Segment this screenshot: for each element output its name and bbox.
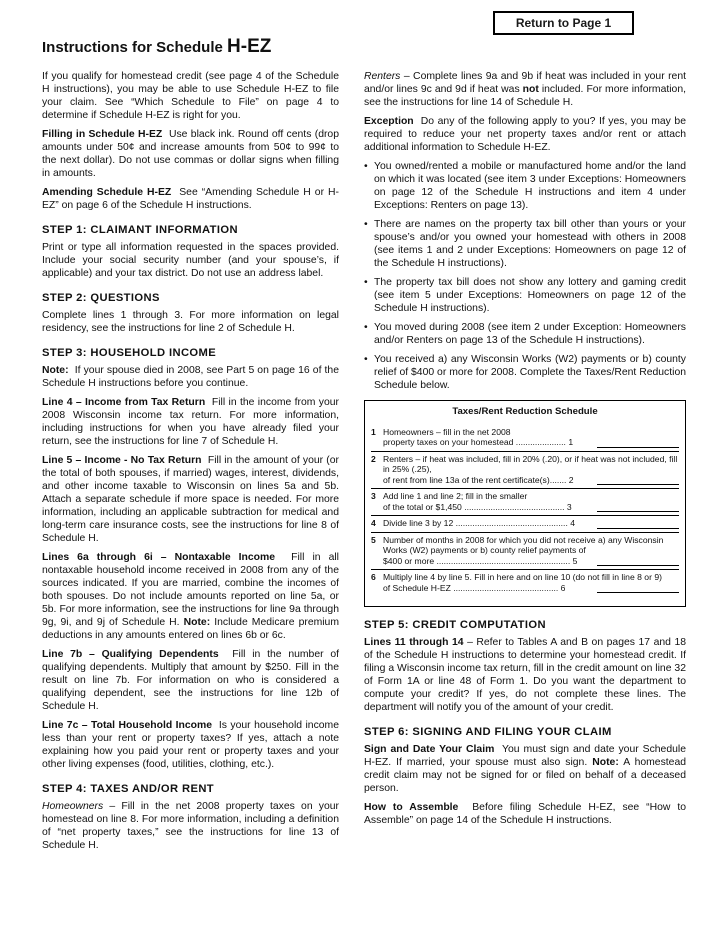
step3-heading: STEP 3: HOUSEHOLD INCOME <box>42 347 217 359</box>
line-4-entry-field[interactable] <box>597 519 679 529</box>
right-column <box>364 70 686 833</box>
list-item: • You received a) any Wisconsin Works (W2) payments or b) county relief of $400 or more for 2008. Complete the Taxes/Rent Reduction Schedule below. <box>364 353 686 392</box>
assemble-paragraph: How to Assemble Before filing Schedule H-EZ, see “How to Assemble” on page 14 of the Schedule H instructions. <box>364 802 686 826</box>
return-button-label: Return to Page 1 <box>515 16 612 30</box>
schedule-line: 2 Renters – if heat was included, fill in 20% (.20), or if heat was not included, fill in 25% (.25), of rent from line 13a of the rent certificate(s)....... 2 <box>371 452 679 490</box>
return-to-page-1-button[interactable] <box>497 15 630 31</box>
list-item: • You moved during 2008 (see item 2 under Exception: Homeowners and/or Renters on page 13 of the Schedule H instructions). <box>364 321 686 347</box>
schedule-line: 3 Add line 1 and line 2; fill in the smaller of the total or $1,450 .......................................... 3 <box>371 489 679 516</box>
line4-paragraph: Line 4 – Income from Tax Return Fill in the income from your 2008 Wisconsin income tax return. For more information, including instructions for when you have already filed your return, see the instructions for line 7 of Schedule H. <box>42 397 340 447</box>
line5-paragraph: Line 5 – Income - No Tax Return Fill in the amount of your (or the total of both spouses, if married) wages, interest, dividends, and other income taxable to Wisconsin on lines 5a and 5b. Attach a separate schedule if more space is needed. For more information, including an applicable subtraction for medical and long-term care insurance costs, see the instructions for line 8 of Schedule H. <box>42 455 339 544</box>
line-2-entry-field[interactable] <box>597 475 679 485</box>
line-1-entry-field[interactable] <box>597 438 679 448</box>
list-item: • There are names on the property tax bill other than yours or your spouse’s and/or you owned your homestead with others in 2008 (see items 1 and 2 under Exceptions: Homeowners on page 12 of the Schedule H instructions). <box>364 218 686 270</box>
line-3-entry-field[interactable] <box>597 502 679 512</box>
homeowners-paragraph: Homeowners – Fill in the net 2008 property taxes on your homestead on line 8. For more information, including a definition of “net property taxes,” see the instructions for line 13 of Schedule H. <box>42 801 339 851</box>
step1-heading: STEP 1: CLAIMANT INFORMATION <box>42 224 238 236</box>
intro-paragraph: If you qualify for homestead credit (see page 4 of the Schedule H instructions), you may be able to use Schedule H-EZ to file your claim. See “Which Schedule to File” on page 4 to determine if Schedule H-EZ is right for you. <box>42 71 339 121</box>
line-6-entry-field[interactable] <box>597 583 679 593</box>
amending-paragraph: Amending Schedule H-EZ See “Amending Schedule H or H-EZ” on page 6 of the Schedule H instructions. <box>42 187 339 211</box>
list-item: • The property tax bill does not show any lottery and gaming credit (see item 5 under Exceptions: Homeowners on page 12 of the Schedule H instructions). <box>364 276 686 315</box>
schedule-line: 1 Homeowners – fill in the net 2008 property taxes on your homestead ..................... 1 <box>371 425 679 452</box>
step2-heading: STEP 2: QUESTIONS <box>42 292 160 304</box>
step5-paragraph: Lines 11 through 14 – Refer to Tables A and B on pages 17 and 18 of the Schedule H instructions to determine your homestead credit. If filing a Wisconsin income tax return, fill in the credit amount on line 32 of Form 1A or line 48 of Form 1. Do you want the department to compute your credit? If yes, do not complete these lines. The department will notify you of the amount of your credit. <box>364 637 687 713</box>
line-5-entry-field[interactable] <box>597 556 679 566</box>
schedule-line: 4 Divide line 3 by 12 ............................................... 4 <box>371 516 679 533</box>
schedule-line: 6 Multiply line 4 by line 5. Fill in here and on line 10 (do not fill in line 8 or 9) of Schedule H-EZ ............................................ 6 <box>371 570 679 596</box>
renters-paragraph: Renters – Complete lines 9a and 9b if heat was included in your rent and/or lines 9c and 9d if heat was not included. For more information, see the instructions for line 14 of Schedule H. <box>364 71 687 108</box>
step1-text: Print or type all information requested in the spaces provided. Include your social security number (and your spouse’s, if applicable) and your tax district. Do not use an address label. <box>42 242 339 279</box>
line7b-paragraph: Line 7b – Qualifying Dependents Fill in the number of qualifying dependents. Multiply that amount by $250. Fill in the result on line 7b. For information on who is considered a qualifying dependent, see the instructions for line 12b of Schedule H. <box>42 649 340 712</box>
filling-paragraph: Filling in Schedule H-EZ Use black ink. Round off cents (drop amounts under 50¢ and increase amounts from 50¢ to 99¢ to the next dollar). Do not use commas or dollar signs when filling in amounts. <box>42 129 339 179</box>
step6-heading: STEP 6: SIGNING AND FILING YOUR CLAIM <box>364 726 612 738</box>
line6-paragraph: Lines 6a through 6i – Nontaxable Income Fill in all nontaxable household income received in 2008 from any of the sources indicated. If you are married, combine the incomes of both spouses. Do not include amounts reported on line 5a, or 5b. For more information, see the instructions for line 9a through 9g, 9i, and 9j of Schedule H. Note: Include Medicare premium deductions in any amounts entered on lines 6b or 6c. <box>42 552 339 641</box>
step4-heading: STEP 4: TAXES AND/OR RENT <box>42 783 215 795</box>
step2-text: Complete lines 1 through 3. For more information on legal residency, see the instructions for line 2 of Schedule H. <box>42 310 339 334</box>
step3-note: Note: If your spouse died in 2008, see Part 5 on page 16 of the Schedule H instructions before you continue. <box>42 365 339 389</box>
exception-list <box>364 160 686 392</box>
step5-heading: STEP 5: CREDIT COMPUTATION <box>364 619 546 631</box>
exception-paragraph: Exception Do any of the following apply to you? If yes, you may be required to reduce your net property taxes and/or rent or attach additional information to Schedule H-EZ. <box>364 116 686 153</box>
line7c-paragraph: Line 7c – Total Household Income Is your household income less than your rent or property taxes? If yes, attach a note explaining how you paid your rent or property taxes and your other living expenses (food, utilities, clothing, etc.). <box>42 720 339 770</box>
sign-paragraph: Sign and Date Your Claim You must sign and date your Schedule H-EZ. If married, your spouse must also sign. Note: A homestead credit claim may not be signed for or filed on behalf of a deceased person. <box>364 744 686 794</box>
schedule-title: Taxes/Rent Reduction Schedule <box>452 406 598 417</box>
left-column <box>42 70 339 858</box>
schedule-line: 5 Number of months in 2008 for which you did not receive a) any Wisconsin Works (W2) payments or b) county relief payments of $400 or more ........................................................ 5 <box>371 533 679 571</box>
page-title: Instructions for Schedule H-EZ <box>42 36 272 57</box>
reduction-schedule-box <box>364 400 686 607</box>
list-item: • You owned/rented a mobile or manufactured home and/or the land on which it was located (see item 3 under Exceptions: Homeowners on page 12 of the Schedule H instructions and item 4 under Exceptions: Renters on page 13). <box>364 160 686 212</box>
